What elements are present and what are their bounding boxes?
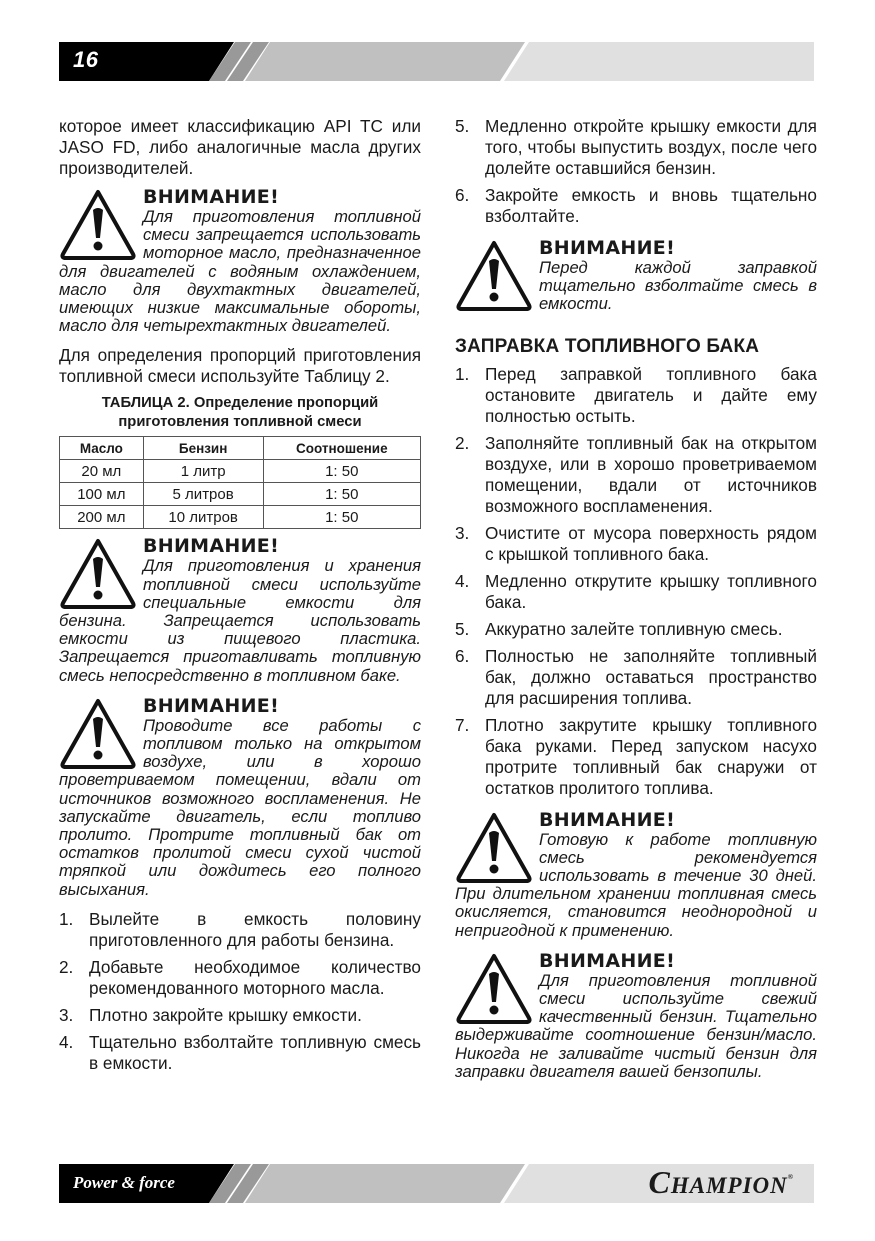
column-header-oil: Масло <box>60 437 144 460</box>
table-caption-line: приготовления топливной смеси <box>118 414 362 431</box>
list-item <box>455 433 817 517</box>
warning-block <box>59 695 421 899</box>
header-grey-block <box>245 42 525 81</box>
step-text: Тщательно взболтайте топливную смесь в емкости. <box>89 1031 421 1073</box>
step-text: Плотно закройте крышку емкости. <box>89 1004 362 1025</box>
list-item <box>59 957 421 999</box>
warning-block <box>59 535 421 684</box>
registered-mark: ® <box>787 1173 794 1181</box>
logo-initial: C <box>648 1164 671 1200</box>
cell-oil: 100 мл <box>60 483 144 506</box>
step-text: Плотно закрутите крышку топливного бака руками. Перед запуском насухо протрите топливный бак снаружи от остатков пролитого топлива. <box>485 714 817 798</box>
page-number: 16 <box>73 47 99 72</box>
cell-ratio: 1: 50 <box>263 506 420 529</box>
warning-title: ВНИМАНИЕ! <box>539 949 676 972</box>
mixing-steps-list-continued <box>455 116 817 227</box>
warning-title: ВНИМАНИЕ! <box>143 186 280 208</box>
warning-triangle-icon <box>59 188 137 260</box>
warning-title: ВНИМАНИЕ! <box>143 694 280 717</box>
warning-triangle-icon <box>455 239 533 311</box>
warning-text: Перед каждой заправкой тщательно взболтайте смесь в емкости. <box>539 258 817 314</box>
cell-oil: 20 мл <box>60 460 144 483</box>
warning-triangle-icon <box>59 697 137 769</box>
list-item <box>455 715 817 799</box>
list-item <box>455 523 817 565</box>
refuel-steps-list <box>455 364 817 799</box>
table-header-row <box>60 437 421 460</box>
list-item <box>455 646 817 709</box>
step-number: 6. <box>455 185 470 205</box>
step-number: 3. <box>455 522 470 543</box>
list-item <box>455 619 817 640</box>
cell-ratio: 1: 50 <box>263 483 420 506</box>
list-item <box>455 571 817 613</box>
footer-tagline: Power & force <box>73 1173 175 1192</box>
warning-text: Готовую к работе топливную смесь рекомендуется использовать в течение 30 дней. При длительном хранении топливная смесь окисляется, становится неоднородной и непригодной к применению. <box>455 829 817 940</box>
warning-text: Для приготовления топливной смеси запрещается использовать моторное масло, предназначенное для двигателей с водяным охлаждением, масло для двухтактных двигателей, имеющих низкие максимальные обороты, масло для четырехтактных двигателей. <box>59 207 421 336</box>
warning-block <box>455 950 817 1081</box>
step-number: 4. <box>455 570 470 591</box>
champion-logo <box>648 1164 794 1200</box>
table-intro-paragraph: Для определения пропорций приготовления топливной смеси используйте Таблицу 2. <box>59 345 421 387</box>
column-header-ratio: Соотношение <box>263 437 420 460</box>
cell-ratio: 1: 50 <box>263 460 420 483</box>
step-number: 7. <box>455 714 470 735</box>
table-row <box>60 483 421 506</box>
step-number: 6. <box>455 645 470 666</box>
step-text: Заполняйте топливный бак на открытом воздухе, или в хорошо проветриваемом помещении, вдали от источников возможного воспламенения. <box>485 432 817 516</box>
warning-text: Для приготовления топливной смеси используйте свежий качественный бензин. Тщательно выдерживайте соотношение бензин/масло. Никогда не заливайте чистый бензин для заправки двигателя вашей бензопилы. <box>455 970 817 1081</box>
step-number: 1. <box>59 908 74 929</box>
fuel-mix-table <box>59 436 421 529</box>
section-heading: ЗАПРАВКА ТОПЛИВНОГО БАКА <box>455 335 760 357</box>
list-item <box>59 909 421 951</box>
table-row <box>60 506 421 529</box>
list-item <box>59 1032 421 1074</box>
table-caption <box>59 394 421 432</box>
step-number: 2. <box>59 956 74 977</box>
cell-petrol: 5 литров <box>143 483 263 506</box>
intro-paragraph: которое имеет классификацию API TC или JASO FD, либо аналогичные масла других производителей. <box>59 116 421 178</box>
footer-grey-block <box>245 1164 525 1203</box>
warning-block <box>59 186 421 335</box>
step-number: 1. <box>455 363 470 384</box>
warning-block <box>455 237 817 314</box>
cell-petrol: 10 литров <box>143 506 263 529</box>
warning-text: Проводите все работы с топливом только на открытом воздухе, или в хорошо проветриваемом помещении, вдали от источников возможного воспламенения. Не запускайте двигатель, если топливо пролито. Протрите топливный бак от остатков пролитой смеси сухой чистой тряпкой или дождитесь его полного высыхания. <box>59 715 421 899</box>
cell-oil: 200 мл <box>60 506 144 529</box>
warning-title: ВНИМАНИЕ! <box>539 237 676 259</box>
step-text: Медленно открутите крышку топливного бака. <box>485 570 817 612</box>
warning-triangle-icon <box>455 952 533 1024</box>
table-caption-line: ТАБЛИЦА 2. Определение пропорций <box>101 395 379 412</box>
step-number: 3. <box>59 1004 74 1025</box>
step-text: Добавьте необходимое количество рекомендованного моторного масла. <box>89 956 421 998</box>
list-item <box>455 364 817 427</box>
warning-block <box>455 809 817 940</box>
column-header-petrol: Бензин <box>143 437 263 460</box>
step-text: Закройте емкость и вновь тщательно взболтайте. <box>485 185 817 226</box>
warning-title: ВНИМАНИЕ! <box>539 808 676 831</box>
logo-text: HAMPION <box>670 1173 788 1198</box>
warning-triangle-icon <box>59 537 137 609</box>
cell-petrol: 1 литр <box>143 460 263 483</box>
mixing-steps-list <box>59 909 421 1074</box>
header-light-block <box>504 42 814 81</box>
step-number: 5. <box>455 116 470 136</box>
list-item <box>455 116 817 179</box>
table-row <box>60 460 421 483</box>
left-column <box>59 116 421 1080</box>
list-item <box>59 1005 421 1026</box>
step-number: 4. <box>59 1031 74 1052</box>
step-text: Медленно откройте крышку емкости для того, чтобы выпустить воздух, после чего долейте оставшийся бензин. <box>485 116 817 178</box>
step-text: Очистите от мусора поверхность рядом с крышкой топливного бака. <box>485 522 817 564</box>
step-text: Перед заправкой топливного бака остановите двигатель и дайте ему полностью остыть. <box>485 363 817 426</box>
warning-title: ВНИМАНИЕ! <box>143 535 280 558</box>
step-text: Полностью не заполняйте топливный бак, должно оставаться пространство для расширения топлива. <box>485 645 817 708</box>
step-text: Аккуратно залейте топливную смесь. <box>485 618 783 639</box>
warning-triangle-icon <box>455 811 533 883</box>
right-column <box>455 116 817 1091</box>
page-footer-band <box>59 1164 814 1203</box>
step-number: 5. <box>455 618 470 639</box>
list-item <box>455 185 817 227</box>
step-number: 2. <box>455 432 470 453</box>
step-text: Вылейте в емкость половину приготовленного для работы бензина. <box>89 908 421 950</box>
warning-text: Для приготовления и хранения топливной смеси используйте специальные емкости для бензина. Запрещается использовать емкости из пищевого пластика. Запрещается приготавливать топливную смесь непосредственно в топливном баке. <box>59 556 421 685</box>
page-header-band <box>59 42 814 81</box>
